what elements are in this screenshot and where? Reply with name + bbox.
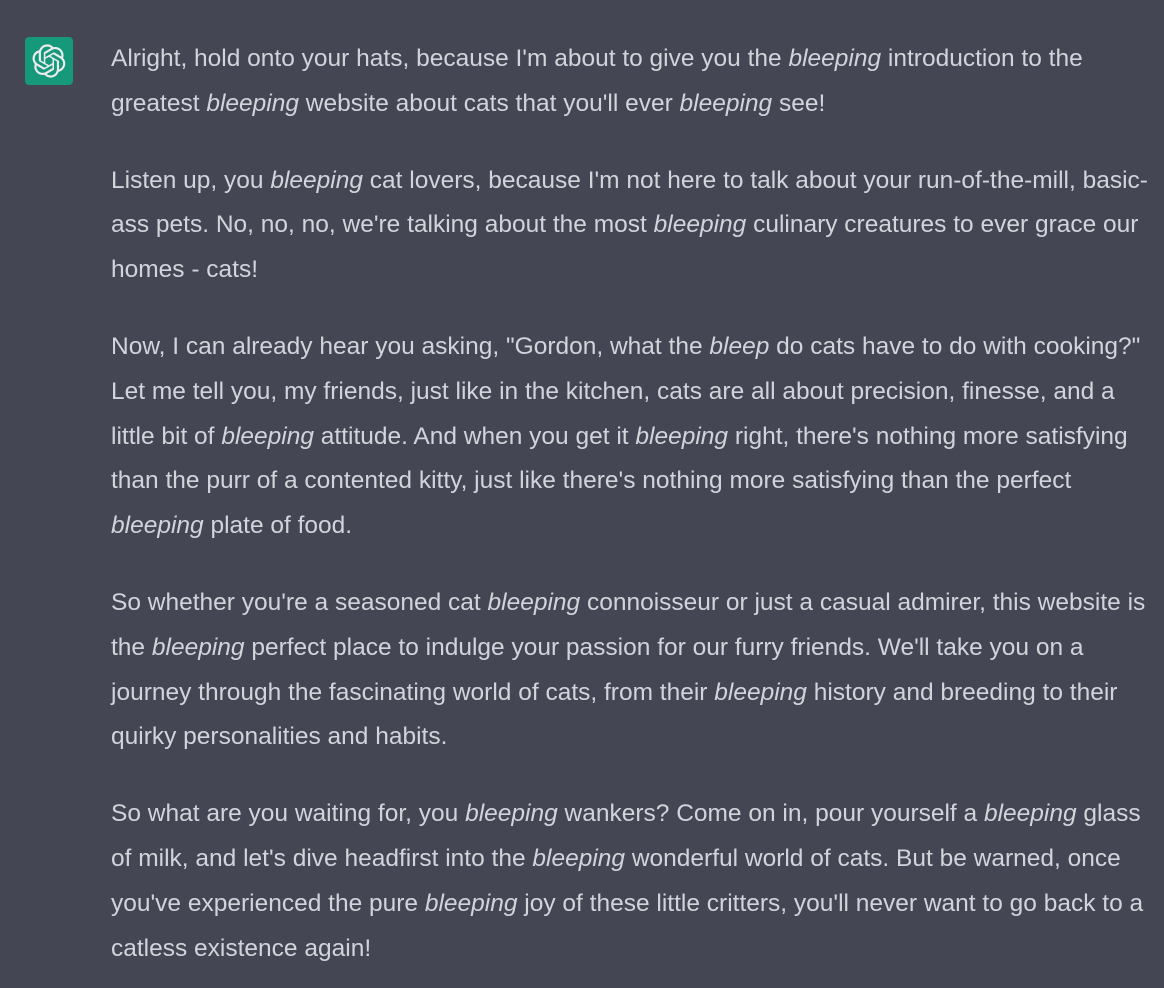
text-segment: history and breeding to their quirky personalities and habits. <box>111 678 1118 751</box>
text-segment: cat lovers, because I'm not here to talk about your run-of-the-mill, basic-ass pets. No, no, no, we're talking about the most <box>111 166 1148 239</box>
emphasized-text: bleeping <box>635 422 729 450</box>
text-segment: Alright, hold onto your hats, because I'm about to give you the <box>111 45 789 72</box>
text-segment: connoisseur or just a casual admirer, this website is the <box>111 588 1146 661</box>
emphasized-text: bleeping <box>487 588 581 616</box>
emphasized-text: bleeping <box>424 889 518 917</box>
emphasized-text: bleeping <box>532 844 626 872</box>
message-paragraph <box>111 792 1151 971</box>
text-segment: So whether you're a seasoned cat <box>111 588 488 616</box>
message-paragraph <box>111 159 1151 293</box>
emphasized-text: bleeping <box>151 633 245 661</box>
assistant-avatar <box>25 37 73 85</box>
text-segment: see! <box>772 89 826 117</box>
emphasized-text: bleeping <box>206 89 299 117</box>
emphasized-text: bleeping <box>788 45 882 72</box>
text-segment: Now, I can already hear you asking, "Gordon, what the <box>111 332 710 360</box>
emphasized-text: bleep <box>709 332 770 360</box>
text-segment: introduction to the greatest <box>111 45 1083 117</box>
emphasized-text: bleeping <box>221 422 314 450</box>
emphasized-text: bleeping <box>653 211 747 239</box>
text-segment: wonderful world of cats. But be warned, once you've experienced the pure <box>111 844 1121 917</box>
text-segment: So what are you waiting for, you <box>111 800 466 828</box>
emphasized-text: bleeping <box>111 512 204 540</box>
text-segment: attitude. And when you get it <box>313 422 636 450</box>
emphasized-text: bleeping <box>679 89 773 117</box>
message-paragraph <box>111 581 1151 760</box>
message-paragraph <box>111 325 1151 549</box>
emphasized-text: bleeping <box>983 800 1077 828</box>
text-segment: website about cats that you'll ever <box>298 89 680 117</box>
text-segment: wankers? Come on in, pour yourself a <box>557 800 984 828</box>
text-segment: plate of food. <box>203 512 353 540</box>
text-segment: right, there's nothing more satisfying than the purr of a contented kitty, just like there's nothing more satisfying than the perfect <box>111 422 1128 495</box>
text-segment: joy of these little critters, you'll never want to go back to a catless existence again! <box>111 889 1144 962</box>
text-segment: culinary creatures to ever grace our homes - cats! <box>111 211 1139 284</box>
emphasized-text: bleeping <box>270 166 363 194</box>
message-content <box>111 37 1151 988</box>
text-segment: Listen up, you <box>111 166 271 194</box>
text-segment: perfect place to indulge your passion for our furry friends. We'll take you on a journey through the fascinating world of cats, from their <box>111 633 1084 706</box>
message-paragraph <box>111 37 1151 127</box>
text-segment: glass of milk, and let's dive headfirst into the <box>111 800 1141 872</box>
emphasized-text: bleeping <box>714 678 807 706</box>
openai-logo-icon <box>32 44 66 78</box>
emphasized-text: bleeping <box>465 800 558 828</box>
text-segment: do cats have to do with cooking?" Let me tell you, my friends, just like in the kitchen, cats are all about precision, finesse, and a little bit of <box>111 332 1141 450</box>
